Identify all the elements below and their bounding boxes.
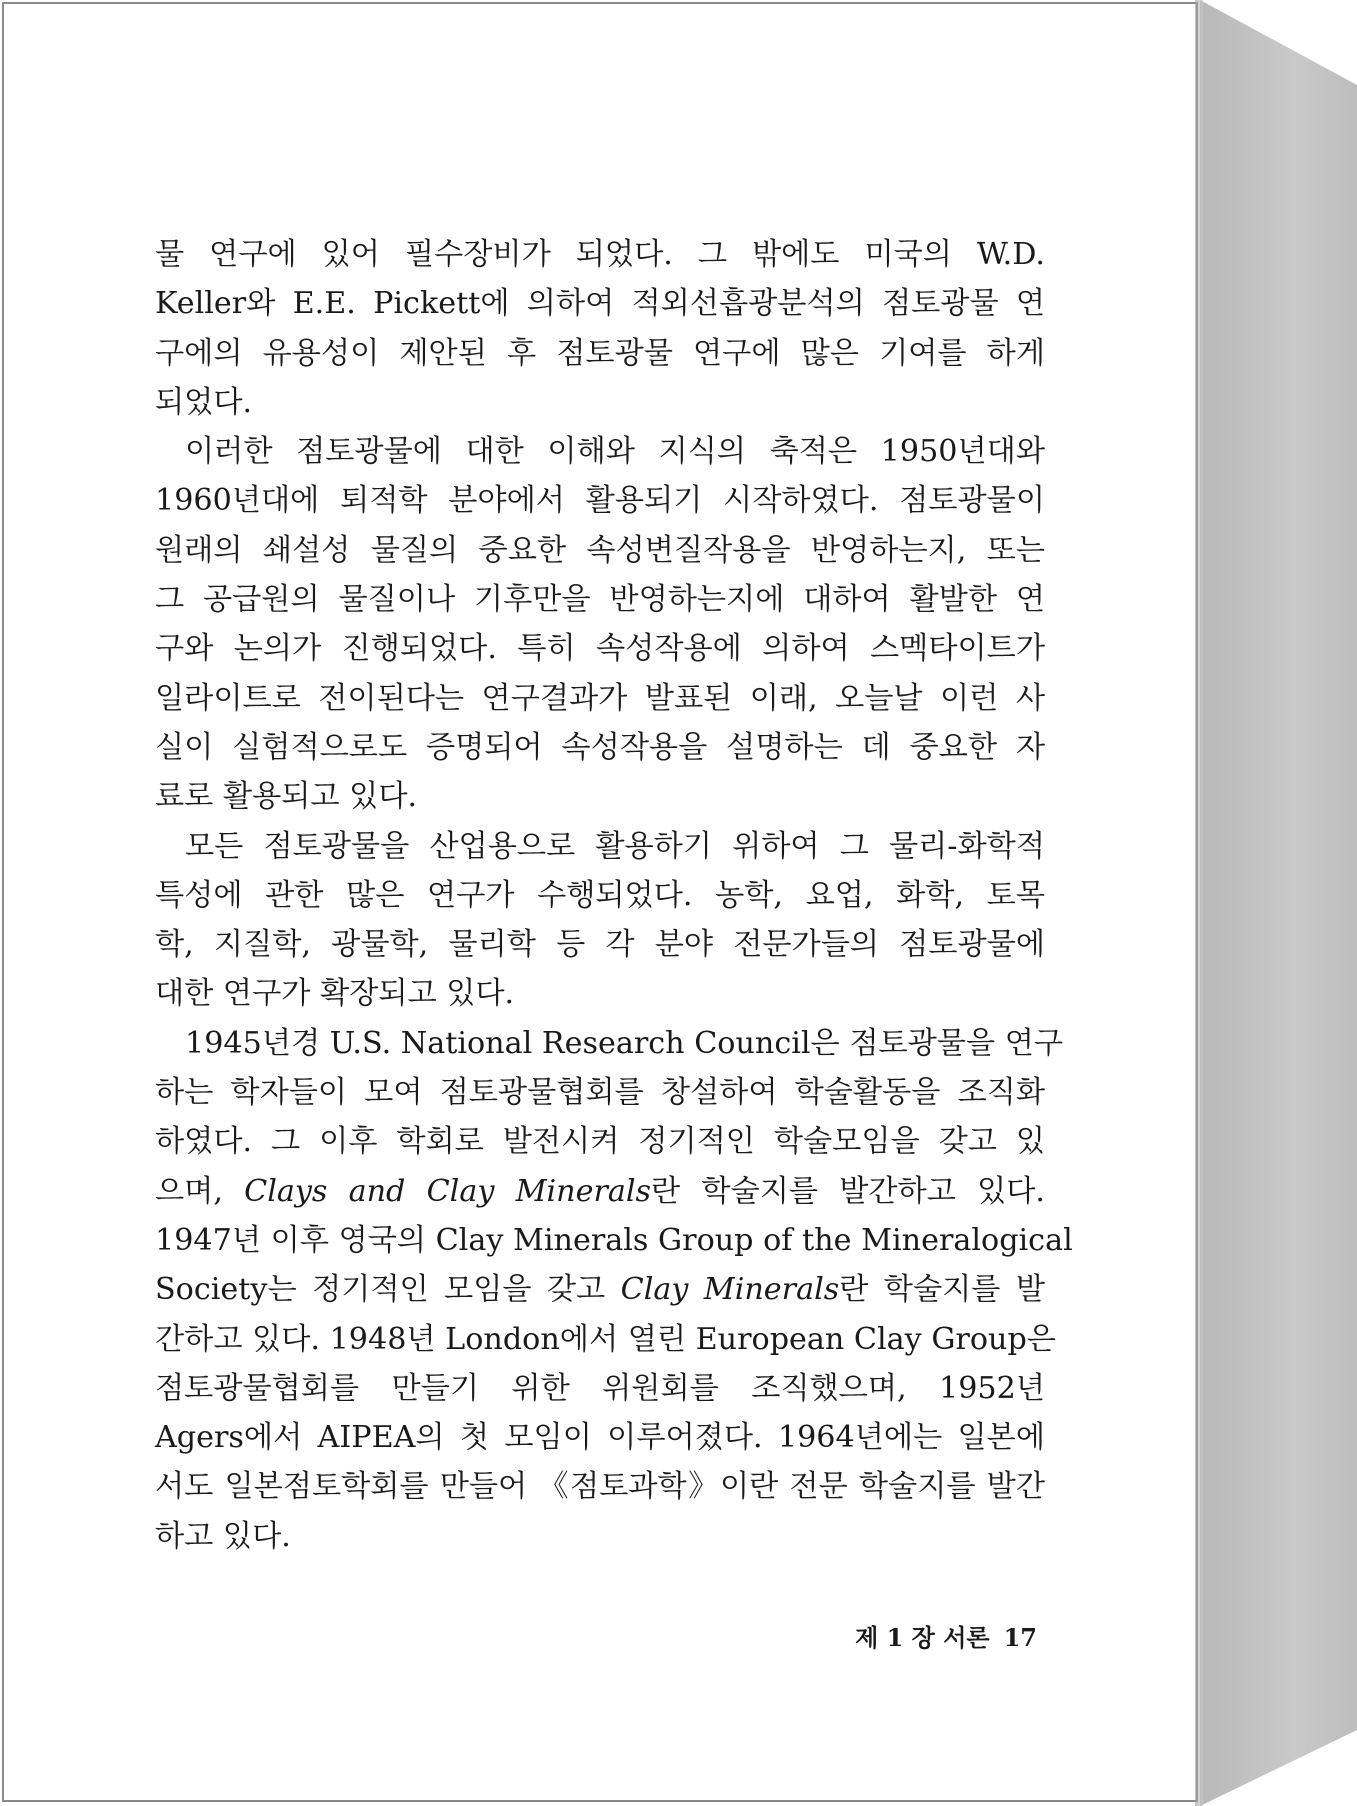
page-edge-shadow [1195, 0, 1203, 1806]
text-line: 하는 학자들이 모여 점토광물협회를 창설하여 학술활동을 조직화 [155, 1075, 1045, 1111]
text-line: 그 공급원의 물질이나 기후만을 반영하는지에 대하여 활발한 연 [155, 582, 1045, 618]
page-footer [855, 1618, 1037, 1653]
text-line: 1960년대에 퇴적학 분야에서 활용되기 시작하였다. 점토광물이 [155, 483, 1045, 519]
journal-title: Clay Minerals [620, 1272, 840, 1308]
body-text [155, 230, 1073, 1561]
text-line: Keller와 E.E. Pickett에 의하여 적외선흡광분석의 점토광물 연 [155, 286, 1045, 322]
text-line: 서도 일본점토학회를 만들어 《점토과학》이란 전문 학술지를 발간 [155, 1469, 1045, 1505]
text-line: 원래의 쇄설성 물질의 중요한 속성변질작용을 반영하는지, 또는 [155, 532, 1045, 568]
chapter-label: 제 1 장 서론 [855, 1623, 990, 1652]
text-line: 구와 논의가 진행되었다. 특히 속성작용에 의하여 스멕타이트가 [155, 631, 1045, 667]
text-line: 1945년경 U.S. National Research Council은 점토광물을 연구 [185, 1025, 1064, 1061]
page-number: 17 [1003, 1623, 1037, 1652]
text-line: 특성에 관한 많은 연구가 수행되었다. 농학, 요업, 화학, 토목 [155, 877, 1045, 913]
text-fragment: Society는 정기적인 모임을 갖고 [155, 1272, 621, 1308]
text-line: 학, 지질학, 광물학, 물리학 등 각 분야 전문가들의 점토광물에 [155, 927, 1045, 963]
text-line: 모든 점토광물을 산업용으로 활용하기 위하여 그 물리-화학적 [185, 828, 1045, 864]
text-line: 되었다. [155, 384, 253, 420]
text-line: 료로 활용되고 있다. [155, 779, 418, 815]
text-line: Agers에서 AIPEA의 첫 모임이 이루어졌다. 1964년에는 일본에 [155, 1420, 1045, 1456]
text-line [155, 1167, 1045, 1216]
text-line: 이러한 점토광물에 대한 이해와 지식의 축적은 1950년대와 [185, 434, 1045, 470]
text-line: 대한 연구가 확장되고 있다. [155, 976, 515, 1012]
text-line: 1947년 이후 영국의 Clay Minerals Group of the Mineralogical [155, 1222, 1073, 1258]
text-fragment: 란 학술지를 발 [839, 1272, 1045, 1308]
text-line: 점토광물협회를 만들기 위한 위원회를 조직했으며, 1952년 [155, 1370, 1045, 1406]
text-line: 일라이트로 전이된다는 연구결과가 발표된 이래, 오늘날 이런 사 [155, 680, 1045, 716]
text-line: 하였다. 그 이후 학회로 발전시켜 정기적인 학술모임을 갖고 있 [155, 1124, 1045, 1160]
text-fragment: 란 학술지를 발간하고 있다. [651, 1173, 1045, 1209]
text-line: 간하고 있다. 1948년 London에서 열린 European Clay Group은 [155, 1321, 1056, 1357]
text-line [155, 1265, 1045, 1314]
text-line: 실이 실험적으로도 증명되어 속성작용을 설명하는 데 중요한 자 [155, 729, 1045, 765]
text-line: 하고 있다. [155, 1518, 291, 1554]
page-stack-edge [1200, 0, 1357, 1806]
journal-title: Clays and Clay Minerals [244, 1173, 652, 1209]
text-line: 구에의 유용성이 제안된 후 점토광물 연구에 많은 기여를 하게 [155, 335, 1045, 371]
text-fragment: 으며, [155, 1173, 245, 1209]
text-line: 물 연구에 있어 필수장비가 되었다. 그 밖에도 미국의 W.D. [155, 237, 1045, 272]
